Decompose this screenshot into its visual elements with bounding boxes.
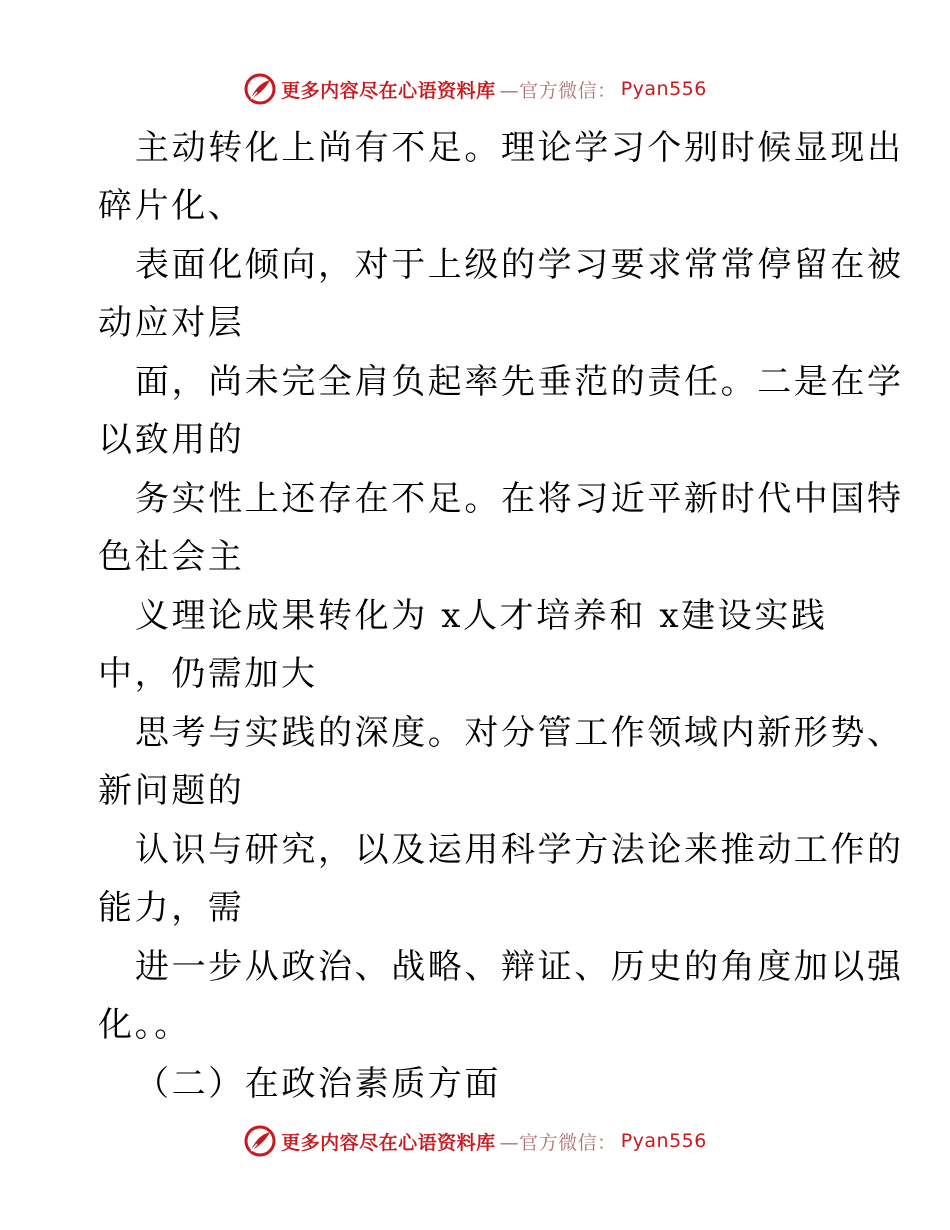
body-line: 思考与实践的深度。对分管工作领域内新形势、 — [135, 713, 904, 753]
header-watermark — [0, 72, 950, 106]
section-heading: （二）在政治素质方面 — [135, 1064, 501, 1104]
body-line: 化。。 — [98, 1005, 191, 1045]
watermark-slogan: 更多内容尽在心语资料库 — [281, 1131, 496, 1154]
body-line: 认识与研究，以及运用科学方法论来推动工作的 — [135, 830, 904, 870]
body-line: 色社会主 — [98, 537, 245, 577]
leaf-pen-logo-icon — [243, 72, 277, 106]
body-line: 碎片化、 — [98, 186, 245, 226]
body-line: 表面化倾向，对于上级的学习要求常常停留在被 — [135, 245, 904, 285]
watermark-wechat-id: Pyan556 — [620, 1130, 707, 1152]
body-line: 进一步从政治、战略、辩证、历史的角度加以强 — [135, 947, 904, 987]
leaf-pen-logo-icon — [243, 1124, 277, 1158]
watermark-wechat-id: Pyan556 — [620, 78, 707, 100]
body-line: 能力，需 — [98, 888, 245, 928]
body-line: 动应对层 — [98, 303, 245, 343]
body-line: 新问题的 — [98, 771, 245, 811]
body-line: 面，尚未完全肩负起率先垂范的责任。二是在学 — [135, 362, 904, 402]
body-line: 主动转化上尚有不足。理论学习个别时候显现出 — [135, 128, 904, 168]
body-line: 中，仍需加大 — [98, 654, 318, 694]
watermark-label: —官方微信： — [499, 79, 617, 102]
body-line: 以致用的 — [98, 420, 245, 460]
watermark-slogan: 更多内容尽在心语资料库 — [281, 79, 496, 102]
footer-watermark — [0, 1124, 950, 1158]
body-line: 务实性上还存在不足。在将习近平新时代中国特 — [135, 479, 904, 519]
body-line: 义理论成果转化为 x人才培养和 x建设实践 — [135, 596, 828, 636]
watermark-label: —官方微信： — [499, 1131, 617, 1154]
